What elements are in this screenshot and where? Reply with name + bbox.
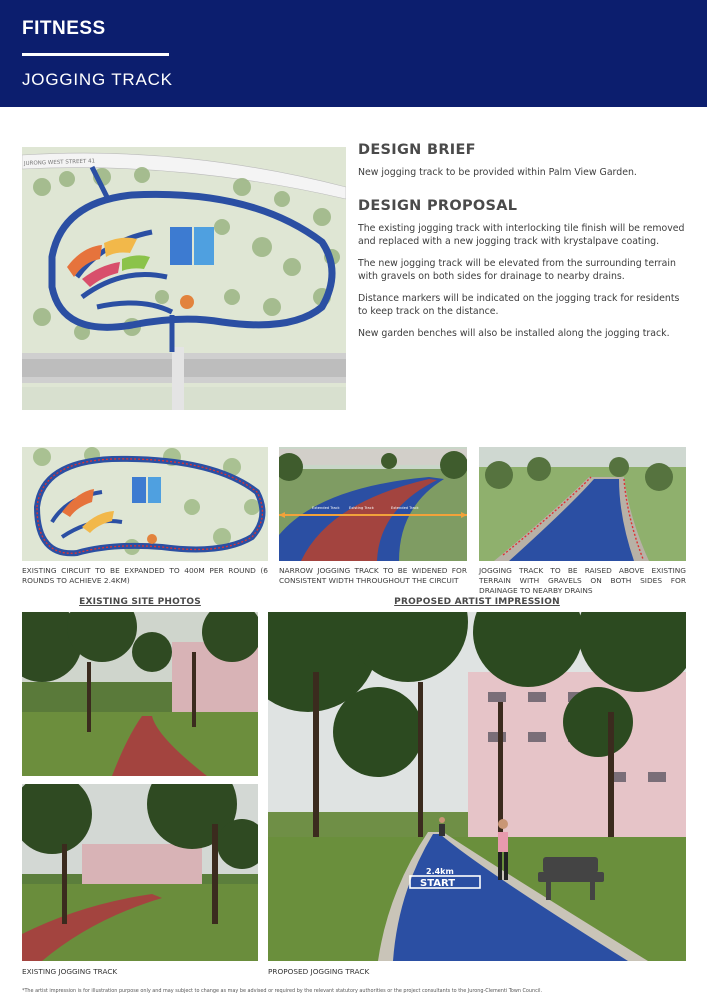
proposed-artist-impression [268, 612, 686, 961]
category-title: FITNESS [22, 18, 106, 39]
proposal-paragraph-2: The new jogging track will be elevated from the surrounding terrain with gravels on both sides for drainage to nearby drains. [358, 258, 676, 282]
design-brief-text: New jogging track to be provided within Palm View Garden. [358, 167, 637, 178]
existing-photo-1 [22, 612, 258, 776]
header-divider [22, 53, 169, 56]
existing-photos-label: EXISTING SITE PHOTOS [79, 597, 201, 607]
widen-diagram-image [279, 447, 467, 561]
design-brief-heading: DESIGN BRIEF [358, 142, 476, 158]
existing-photo-caption: EXISTING JOGGING TRACK [22, 967, 118, 976]
proposed-impression-label: PROPOSED ARTIST IMPRESSION [394, 597, 560, 607]
proposed-photo-caption: PROPOSED JOGGING TRACK [268, 967, 370, 976]
existing-photo-2 [22, 784, 258, 961]
proposal-paragraph-3: Distance markers will be indicated on the jogging track for residents to keep track on the distance. [358, 293, 680, 317]
start-marker-text: START [420, 878, 456, 889]
extended-track-label-left: Extended Track [312, 506, 340, 510]
widen-caption: NARROW JOGGING TRACK TO BE WIDENED FOR CONSISTENT WIDTH THROUGHOUT THE CIRCUIT [279, 566, 467, 585]
distance-marker-text: 2.4km [426, 867, 454, 876]
proposal-paragraph-4: New garden benches will also be installed along the jogging track. [358, 328, 670, 339]
existing-track-label: Existing Track [349, 506, 374, 510]
proposal-paragraph-1: The existing jogging track with interlocking tile finish will be removed and replaced with a new jogging track with krystalpave coating. [358, 223, 685, 247]
circuit-caption: EXISTING CIRCUIT TO BE EXPANDED TO 400M PER ROUND (6 ROUNDS TO ACHIEVE 2.4KM) [22, 566, 268, 585]
page-title: JOGGING TRACK [22, 70, 173, 89]
raise-diagram-image [479, 447, 686, 561]
disclaimer-footnote: *The artist impression is for illustration purpose only and may subject to change as may be advised or required by the relevant statutory authorities or the project consultants to the Jurong-Clementi Town Council. [22, 988, 543, 994]
street-label: JURONG WEST STREET 41 [23, 158, 96, 167]
circuit-diagram-image [22, 447, 268, 561]
site-plan-image [22, 147, 346, 410]
extended-track-label-right: Extended Track [391, 506, 419, 510]
header-band [0, 0, 707, 107]
raise-caption: JOGGING TRACK TO BE RAISED ABOVE EXISTING TERRAIN WITH GRAVELS ON BOTH SIDES FOR DRAINAGE TO NEARBY DRAINS [479, 566, 686, 595]
design-proposal-heading: DESIGN PROPOSAL [358, 198, 518, 214]
